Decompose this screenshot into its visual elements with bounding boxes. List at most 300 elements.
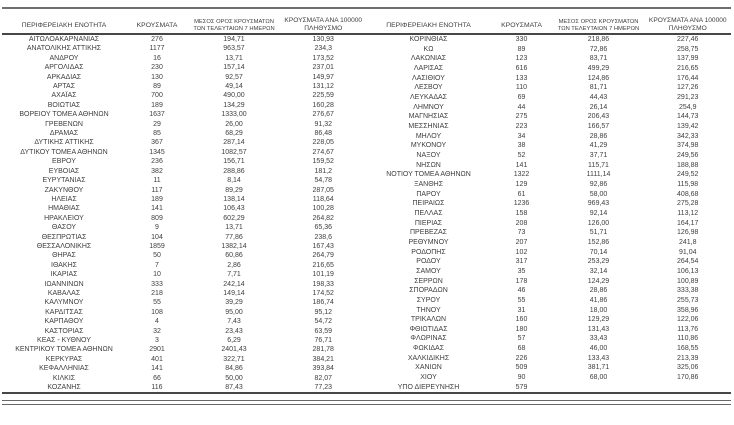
cell-region: ΛΗΜΝΟΥ — [413, 103, 444, 111]
cell-region: ΧΑΝΙΩΝ — [415, 364, 442, 372]
cell-per100k: 118,64 — [312, 195, 334, 203]
cell-region: ΚΕΑΣ - ΚΥΘΝΟΥ — [37, 337, 91, 344]
cell-per100k: 167,43 — [312, 242, 334, 250]
table-row — [2, 34, 367, 44]
tables-container — [2, 9, 731, 392]
cell-cases: 7 — [155, 261, 159, 269]
cell-avg7: 129,29 — [587, 316, 610, 324]
table-row — [367, 132, 732, 142]
cell-avg7: 51,71 — [589, 229, 608, 237]
cell-avg7: 92,57 — [225, 73, 243, 81]
cell-per100k: 95,12 — [314, 308, 333, 316]
cell-per100k: 342,33 — [677, 132, 699, 140]
cell-region: ΛΕΥΚΑΔΑΣ — [409, 94, 448, 102]
cell-region: ΡΟΔΟΥ — [416, 258, 441, 266]
cell-avg7: 28,86 — [589, 132, 608, 140]
cell-region: ΤΡΙΚΑΛΩΝ — [410, 316, 447, 324]
cell-cases: 1345 — [149, 148, 165, 156]
table-row — [2, 138, 367, 147]
cell-per100k: 126,98 — [677, 229, 699, 237]
cell-cases: 2901 — [149, 346, 165, 354]
cell-per100k: 275,28 — [677, 200, 699, 208]
cell-avg7: 1333,00 — [221, 111, 247, 119]
table-row — [367, 64, 732, 74]
cell-cases: 110 — [515, 84, 528, 92]
cell-region: ΝΗΣΩΝ — [416, 161, 441, 169]
cell-cases: 236 — [151, 158, 163, 166]
table-row — [367, 74, 732, 84]
table-row — [367, 247, 732, 257]
cell-cases: 180 — [515, 325, 528, 333]
cell-cases: 9 — [155, 224, 159, 232]
table-row — [367, 122, 732, 132]
cell-avg7: 149,14 — [223, 289, 245, 297]
cell-avg7: 70,14 — [589, 248, 608, 256]
cell-region: ΘΕΣΣΑΛΟΝΙΚΗΣ — [36, 242, 92, 250]
cell-per100k: 393,84 — [312, 365, 334, 373]
cell-cases: 85 — [153, 130, 161, 138]
cell-region: ΦΛΩΡΙΝΑΣ — [410, 335, 447, 343]
table-row — [2, 148, 367, 157]
cell-per100k: 77,23 — [314, 384, 333, 392]
cell-per100k: 238,6 — [314, 233, 333, 241]
cell-cases: 1859 — [149, 242, 165, 250]
cell-region: ΘΕΣΠΡΩΤΙΑΣ — [41, 233, 87, 241]
cell-cases: 32 — [153, 327, 161, 335]
cell-cases: 35 — [517, 267, 526, 275]
cell-cases: 117 — [151, 186, 163, 194]
cases-table-left — [2, 9, 367, 392]
cell-region: ΣΕΡΡΩΝ — [414, 277, 443, 285]
col-header-avg7 — [553, 9, 645, 34]
cell-cases: 141 — [151, 365, 163, 373]
cell-region: ΡΟΔΟΠΗΣ — [411, 248, 446, 256]
cell-avg7: 152,86 — [587, 238, 610, 246]
table-row — [367, 354, 732, 364]
table-row — [367, 112, 732, 122]
cell-region: ΑΙΤΩΛΟΑΚΑΡΝΑΝΙΑΣ — [28, 36, 100, 43]
cell-avg7 — [553, 383, 645, 393]
cell-region: ΧΙΟΥ — [420, 374, 437, 382]
cell-avg7: 969,43 — [587, 200, 610, 208]
cell-cases: 160 — [515, 316, 528, 324]
cell-cases: 57 — [517, 335, 526, 343]
cell-region: ΔΥΤΙΚΟΥ ΤΟΜΕΑ ΑΘΗΝΩΝ — [20, 148, 108, 156]
cell-avg7: 138,14 — [223, 195, 245, 203]
cell-per100k: 384,21 — [312, 355, 334, 363]
cell-avg7: 1082,57 — [221, 148, 247, 156]
table-row — [2, 233, 367, 242]
table-row — [367, 180, 732, 190]
cell-avg7: 166,57 — [587, 123, 610, 131]
table-row — [2, 364, 367, 373]
col-header-region — [367, 9, 491, 34]
cell-per100k: 228,05 — [312, 139, 334, 147]
cell-avg7: 58,00 — [589, 190, 608, 198]
cell-region: ΛΑΚΩΝΙΑΣ — [410, 55, 447, 63]
cell-cases: 189 — [151, 195, 163, 203]
cell-region: ΔΥΤΙΚΗΣ ΑΤΤΙΚΗΣ — [34, 139, 94, 147]
cell-cases: 367 — [151, 139, 163, 147]
cell-cases: 158 — [515, 209, 528, 217]
cell-region: ΚΑΒΑΛΑΣ — [47, 289, 81, 297]
table-body-left — [2, 34, 367, 392]
cell-per100k: 91,04 — [678, 248, 697, 256]
cell-cases: 90 — [517, 374, 526, 382]
cell-cases: 1177 — [149, 45, 165, 53]
cell-per100k: 54,72 — [314, 318, 333, 326]
cell-avg7: 84,86 — [225, 365, 243, 373]
cell-region: ΘΗΡΑΣ — [52, 252, 76, 260]
cell-avg7: 13,71 — [225, 54, 243, 62]
bottom-rule — [2, 392, 731, 394]
cell-per100k: 100,89 — [677, 277, 699, 285]
table-row — [2, 261, 367, 270]
col-header-per100k-line1: ΚΡΟΥΣΜΑΤΑ ΑΝΑ 100000 — [648, 17, 727, 25]
cell-cases: 218 — [151, 289, 163, 297]
table-row — [367, 93, 732, 103]
table-row — [367, 54, 732, 64]
cell-region: ΚΑΡΠΑΘΟΥ — [44, 318, 84, 326]
cell-cases: 52 — [517, 152, 526, 160]
table-row — [367, 344, 732, 354]
cell-cases: 133 — [515, 74, 528, 82]
cell-per100k: 241,8 — [678, 238, 697, 246]
cell-cases: 207 — [515, 238, 528, 246]
cell-avg7: 39,29 — [225, 299, 243, 307]
cell-avg7: 134,29 — [223, 101, 245, 109]
cell-avg7: 1382,14 — [221, 242, 247, 250]
cell-cases: 330 — [515, 36, 528, 44]
cell-per100k: 176,44 — [677, 74, 699, 82]
cell-per100k: 106,13 — [677, 267, 699, 275]
col-header-cases — [491, 9, 553, 34]
cell-per100k: 160,28 — [312, 101, 334, 109]
cell-cases: 55 — [153, 299, 161, 307]
cell-cases: 189 — [151, 101, 163, 109]
cell-cases: 44 — [517, 103, 526, 111]
cell-per100k: 100,28 — [312, 205, 334, 213]
cell-region: ΑΡΓΟΛΙΔΑΣ — [44, 64, 84, 72]
cell-region: ΙΚΑΡΙΑΣ — [50, 271, 78, 279]
cell-per100k: 86,48 — [314, 130, 333, 138]
cell-region: ΗΡΑΚΛΕΙΟΥ — [44, 214, 84, 222]
cell-avg7: 49,14 — [225, 83, 243, 91]
cell-region: ΕΥΒΟΙΑΣ — [48, 167, 80, 175]
cell-cases: 616 — [515, 65, 528, 73]
cell-per100k: 110,86 — [677, 335, 699, 343]
cell-region: ΑΡΤΑΣ — [52, 83, 76, 91]
cell-region: ΠΙΕΡΙΑΣ — [414, 219, 443, 227]
table-row — [367, 363, 732, 373]
cell-per100k: 188,88 — [677, 161, 699, 169]
cell-avg7: 41,29 — [589, 142, 608, 150]
cell-per100k: 249,52 — [677, 171, 699, 179]
table-row — [2, 280, 367, 289]
cell-avg7: 963,57 — [223, 45, 245, 53]
cell-region: ΔΡΑΜΑΣ — [49, 130, 79, 138]
cell-cases: 178 — [515, 277, 528, 285]
table-row — [367, 170, 732, 180]
cell-region: ΡΕΘΥΜΝΟΥ — [408, 238, 449, 246]
cell-per100k: 139,42 — [677, 123, 699, 131]
cell-avg7: 242,14 — [223, 280, 245, 288]
table-row — [367, 83, 732, 93]
cell-cases: 34 — [517, 132, 526, 140]
cell-avg7: 28,86 — [589, 287, 608, 295]
header-row — [367, 9, 732, 34]
cell-per100k: 254,9 — [678, 103, 697, 111]
cell-avg7: 92,86 — [589, 180, 608, 188]
cell-cases: 31 — [517, 306, 526, 314]
cell-avg7: 41,86 — [589, 296, 608, 304]
cell-per100k: 63,59 — [314, 327, 333, 335]
cell-region: ΦΩΚΙΔΑΣ — [412, 345, 445, 353]
cell-cases: 116 — [151, 384, 163, 392]
table-row — [2, 44, 367, 53]
cell-cases: 123 — [515, 55, 528, 63]
cell-per100k: 213,39 — [677, 354, 699, 362]
table-row — [2, 54, 367, 63]
cell-per100k: 173,52 — [312, 54, 334, 62]
cell-avg7: 50,00 — [225, 374, 243, 382]
cell-cases: 208 — [515, 219, 528, 227]
cell-cases: 1236 — [513, 200, 530, 208]
cell-cases: 10 — [153, 271, 161, 279]
table-row — [2, 223, 367, 232]
table-row — [2, 73, 367, 82]
cell-per100k: 249,56 — [677, 152, 699, 160]
cell-avg7: 33,43 — [589, 335, 608, 343]
cell-region: ΣΑΜΟΥ — [416, 267, 441, 275]
table-row — [2, 91, 367, 100]
header-row — [2, 9, 367, 34]
cell-avg7: 18,00 — [589, 306, 608, 314]
cell-cases: 141 — [151, 205, 163, 213]
cell-cases: 230 — [151, 64, 163, 72]
cell-region: ΚΟΡΙΝΘΙΑΣ — [409, 36, 448, 44]
cell-cases: 89 — [153, 83, 161, 91]
table-row — [367, 276, 732, 286]
cell-cases: 68 — [517, 345, 526, 353]
cell-region: ΥΠΟ ΔΙΕΡΕΥΝΗΣΗ — [397, 383, 460, 391]
col-header-per100k-line2: ΠΛΗΘΥΣΜΟ — [668, 24, 707, 32]
cell-per100k: 264,54 — [677, 258, 699, 266]
cell-cases: 317 — [515, 258, 528, 266]
cell-per100k: 168,55 — [677, 345, 699, 353]
cell-per100k: 149,97 — [312, 73, 334, 81]
cell-cases: 29 — [153, 120, 161, 128]
col-header-cases-label: ΚΡΟΥΣΜΑΤΑ — [501, 22, 542, 29]
cell-region: ΠΕΙΡΑΙΩΣ — [412, 200, 445, 208]
cell-region: ΛΕΣΒΟΥ — [414, 84, 443, 92]
cell-per100k: 181,2 — [314, 167, 333, 175]
cell-per100k: 144,73 — [677, 113, 699, 121]
cell-cases: 382 — [151, 167, 163, 175]
cell-avg7: 2401,43 — [221, 346, 247, 354]
table-row — [2, 327, 367, 336]
cell-region: ΚΙΛΚΙΣ — [52, 374, 76, 382]
table-row — [367, 209, 732, 219]
table-row — [367, 325, 732, 335]
cell-region: ΑΝΔΡΟΥ — [49, 54, 79, 62]
cell-per100k: 234,3 — [314, 45, 333, 53]
cell-avg7: 46,00 — [589, 345, 608, 353]
cell-per100k: 198,33 — [312, 280, 334, 288]
cell-per100k: 130,93 — [312, 36, 334, 43]
cell-region: ΠΡΕΒΕΖΑΣ — [409, 229, 447, 237]
bottom-double-rule — [2, 400, 731, 405]
cell-cases: 276 — [151, 36, 163, 43]
cell-avg7: 288,86 — [223, 167, 245, 175]
cell-per100k: 65,36 — [314, 224, 333, 232]
col-header-avg7-line2: ΤΩΝ ΤΕΛΕΥΤΑΙΩΝ 7 ΗΜΕΡΩΝ — [193, 25, 275, 32]
cell-region: ΚΑΛΥΜΝΟΥ — [44, 299, 84, 307]
cell-cases: 73 — [517, 229, 526, 237]
cell-cases: 223 — [515, 123, 528, 131]
cell-per100k — [645, 383, 732, 393]
cell-region: ΖΑΚΥΝΘΟΥ — [44, 186, 84, 194]
cell-per100k: 287,05 — [312, 186, 334, 194]
cell-avg7: 115,71 — [588, 161, 609, 169]
cell-region: ΞΑΝΘΗΣ — [413, 180, 444, 188]
cell-region: ΚΩ — [423, 45, 434, 53]
col-header-per100k-line2: ΠΛΗΘΥΣΜΟ — [304, 24, 343, 32]
cell-per100k: 54,78 — [314, 177, 333, 185]
table-row — [2, 345, 367, 354]
table-row — [2, 251, 367, 260]
cell-per100k: 237,01 — [312, 64, 334, 72]
table-row — [2, 204, 367, 213]
cell-avg7: 124,29 — [587, 277, 610, 285]
cell-per100k: 358,96 — [677, 306, 699, 314]
col-header-per100k — [280, 9, 367, 34]
table-row — [2, 63, 367, 72]
cell-per100k: 216,65 — [312, 261, 334, 269]
cell-region: ΜΑΓΝΗΣΙΑΣ — [408, 113, 449, 121]
cell-region: ΠΑΡΟΥ — [416, 190, 441, 198]
cell-cases: 102 — [515, 248, 528, 256]
cell-avg7: 72,86 — [589, 45, 608, 53]
table-row — [367, 373, 732, 383]
cell-per100k: 186,74 — [312, 299, 334, 307]
cell-avg7: 60,86 — [225, 252, 243, 260]
cell-cases: 55 — [517, 296, 526, 304]
col-header-avg7-line1: ΜΕΣΟΣ ΟΡΟΣ ΚΡΟΥΣΜΑΤΩΝ — [194, 19, 274, 26]
cell-region: ΚΟΖΑΝΗΣ — [47, 384, 81, 392]
cell-avg7: 26,00 — [225, 120, 243, 128]
cell-avg7: 131,43 — [587, 325, 610, 333]
table-row — [367, 103, 732, 113]
cell-avg7: 68,29 — [225, 130, 243, 138]
cell-avg7: 44,43 — [589, 94, 608, 102]
cases-table-right — [367, 9, 732, 392]
table-row — [367, 45, 732, 55]
cell-cases: 809 — [151, 214, 163, 222]
cell-per100k: 82,07 — [314, 374, 333, 382]
table-row — [367, 199, 732, 209]
cell-region: ΛΑΣΙΘΙΟΥ — [412, 74, 445, 82]
cell-per100k: 122,06 — [677, 316, 699, 324]
cell-per100k: 137,99 — [677, 55, 699, 63]
cell-region: ΚΑΡΔΙΤΣΑΣ — [45, 308, 83, 316]
cell-cases: 275 — [515, 113, 528, 121]
cell-per100k: 101,19 — [312, 271, 334, 279]
table-row — [2, 195, 367, 204]
cell-region: ΕΒΡΟΥ — [52, 158, 76, 166]
table-row — [2, 374, 367, 383]
col-header-per100k — [645, 9, 732, 34]
cell-per100k: 76,71 — [314, 337, 333, 344]
table-row — [367, 34, 732, 45]
cell-per100k: 258,75 — [677, 45, 699, 53]
cell-cases: 66 — [153, 374, 161, 382]
table-row — [2, 289, 367, 298]
cell-avg7: 106,43 — [223, 205, 245, 213]
table-row — [367, 383, 732, 393]
cell-avg7: 133,43 — [587, 354, 610, 362]
cell-avg7: 92,14 — [589, 209, 608, 217]
cell-cases: 130 — [151, 73, 163, 81]
cell-per100k: 113,76 — [677, 325, 699, 333]
cell-region: ΚΑΣΤΟΡΙΑΣ — [44, 327, 84, 335]
cell-region: ΝΑΞΟΥ — [416, 152, 441, 160]
regional-covid-cases-report — [2, 0, 731, 425]
cell-avg7: 1111,14 — [586, 171, 611, 179]
cell-avg7: 602,29 — [223, 214, 245, 222]
cell-avg7: 77,86 — [225, 233, 243, 241]
cell-cases: 700 — [151, 92, 163, 100]
cell-region: ΓΡΕΒΕΝΩΝ — [45, 120, 83, 128]
cell-avg7: 253,29 — [587, 258, 610, 266]
cell-per100k: 164,17 — [677, 219, 699, 227]
cell-avg7: 156,71 — [223, 158, 245, 166]
cell-region: ΧΑΛΚΙΔΙΚΗΣ — [407, 354, 450, 362]
col-header-avg7-line1: ΜΕΣΟΣ ΟΡΟΣ ΚΡΟΥΣΜΑΤΩΝ — [558, 19, 639, 26]
cell-avg7: 87,43 — [225, 384, 243, 392]
cell-cases: 108 — [151, 308, 163, 316]
table-row — [367, 305, 732, 315]
table-row — [2, 176, 367, 185]
cell-region: ΒΟΡΕΙΟΥ ΤΟΜΕΑ ΑΘΗΝΩΝ — [19, 111, 109, 119]
table-row — [2, 110, 367, 119]
cell-region: ΦΘΙΩΤΙΔΑΣ — [409, 325, 448, 333]
cell-cases: 61 — [517, 190, 526, 198]
cell-avg7: 206,43 — [587, 113, 610, 121]
table-row — [2, 167, 367, 176]
cell-per100k: 170,86 — [677, 374, 699, 382]
cell-per100k: 225,59 — [312, 92, 334, 100]
cell-avg7: 83,71 — [589, 55, 608, 63]
table-row — [367, 334, 732, 344]
cell-region: ΑΝΑΤΟΛΙΚΗΣ ΑΤΤΙΚΗΣ — [26, 45, 102, 53]
cell-cases: 401 — [151, 355, 163, 363]
col-header-cases — [126, 9, 188, 34]
table-row — [2, 101, 367, 110]
cell-avg7: 95,00 — [225, 308, 243, 316]
cell-region: ΙΘΑΚΗΣ — [51, 261, 77, 269]
cell-per100k: 325,06 — [677, 364, 699, 372]
table-row — [2, 214, 367, 223]
cell-per100k: 159,52 — [312, 158, 334, 166]
cell-region: ΗΛΕΙΑΣ — [51, 195, 77, 203]
table-row — [367, 296, 732, 306]
cell-avg7: 124,86 — [587, 74, 610, 82]
cell-per100k: 131,12 — [312, 83, 334, 91]
cell-avg7: 89,29 — [225, 186, 243, 194]
cell-per100k: 333,38 — [677, 287, 699, 295]
table-row — [367, 257, 732, 267]
